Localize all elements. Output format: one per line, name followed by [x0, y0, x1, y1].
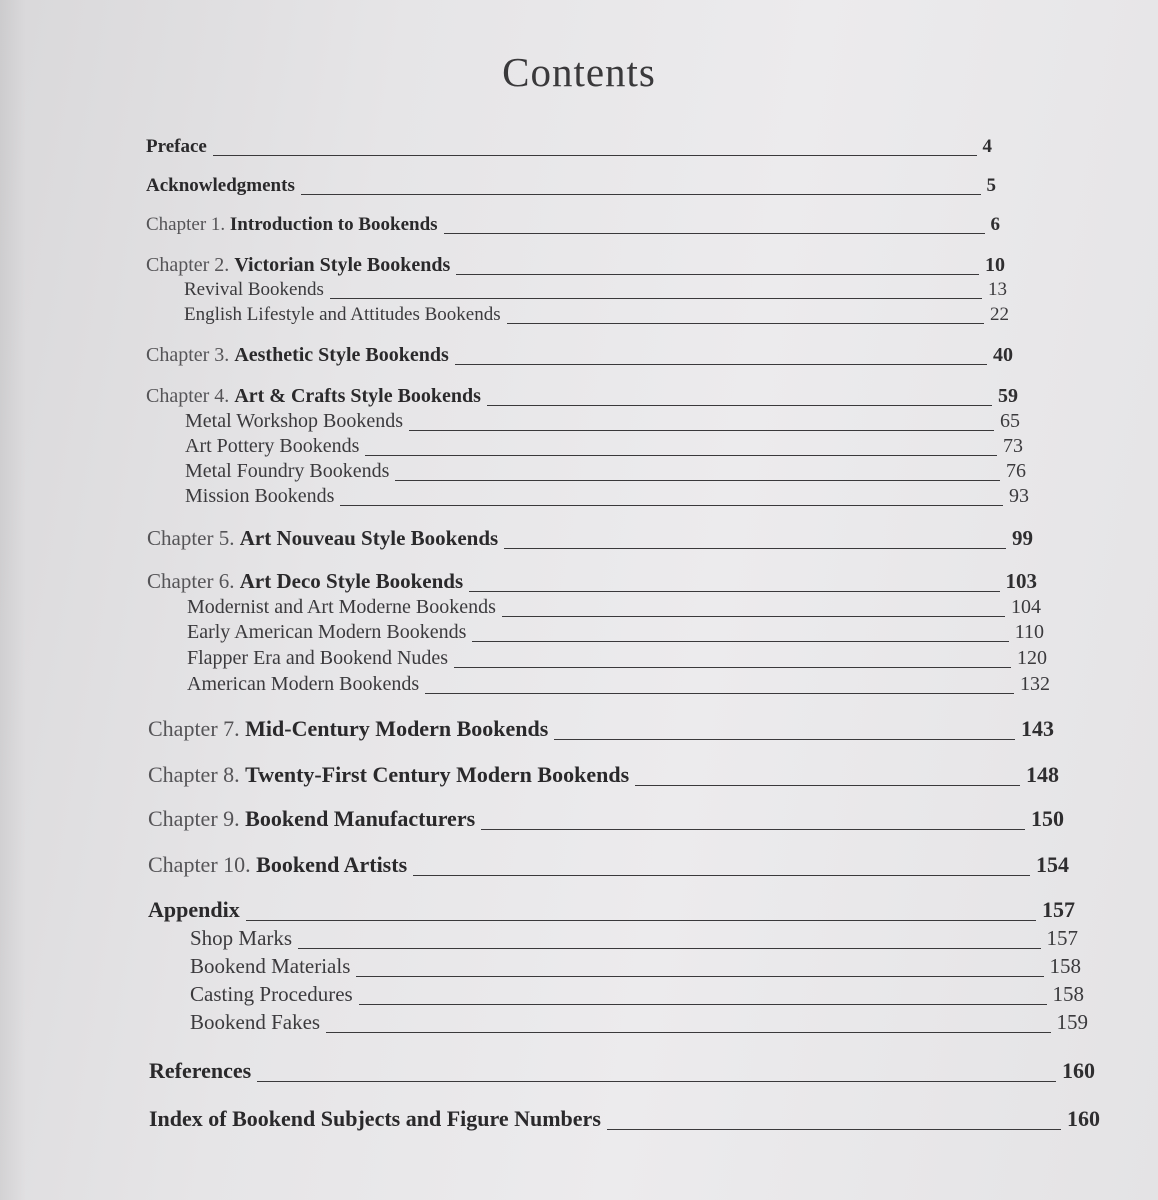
toc-entry-label	[148, 897, 240, 923]
toc-entry-label	[148, 806, 475, 832]
leader-line	[257, 1081, 1056, 1082]
toc-entry-title: Twenty-First Century Modern Bookends	[245, 762, 630, 787]
page-number: 59	[998, 385, 1018, 407]
page-number: 10	[985, 254, 1005, 276]
toc-entry-title: Shop Marks	[190, 926, 293, 950]
page-number: 40	[993, 344, 1013, 366]
toc-entry	[148, 852, 1069, 878]
toc-entry-label	[190, 1010, 320, 1035]
toc-entry	[184, 279, 1007, 301]
toc-entry-title: Flapper Era and Bookend Nudes	[187, 647, 449, 669]
chapter-number: Chapter 2.	[146, 254, 235, 276]
page-number: 158	[1049, 954, 1081, 978]
leader-line	[213, 155, 977, 156]
page-number: 132	[1020, 673, 1050, 695]
toc-entry	[146, 254, 1005, 277]
toc-entry-label	[184, 304, 501, 326]
toc-entry-label	[146, 175, 295, 197]
leader-line	[607, 1129, 1061, 1130]
toc-entry-title: Metal Foundry Bookends	[185, 460, 390, 482]
toc-entry-label	[146, 344, 449, 367]
leader-line	[554, 739, 1015, 740]
page-number: 103	[1005, 569, 1037, 593]
toc-entry-label	[187, 596, 496, 619]
toc-entry-label	[185, 460, 389, 483]
toc-entry-title: References	[149, 1058, 252, 1083]
toc-entry	[185, 410, 1020, 433]
toc-entry	[148, 716, 1054, 742]
page-number: 65	[1000, 410, 1020, 432]
toc-entry	[146, 175, 996, 197]
toc-entry-title: Preface	[146, 136, 207, 157]
toc-entry	[146, 344, 1013, 367]
chapter-number: Chapter 5.	[147, 526, 240, 550]
toc-entry	[184, 304, 1009, 326]
toc-entry	[147, 526, 1033, 551]
toc-entry-title: English Lifestyle and Attitudes Bookends	[184, 304, 501, 325]
leader-line	[487, 405, 992, 406]
page-number: 76	[1006, 460, 1026, 482]
toc-entry	[149, 1058, 1095, 1084]
toc-entry-label	[187, 647, 448, 670]
leader-line	[507, 323, 984, 324]
page-number: 4	[982, 136, 992, 157]
toc-entry-label	[190, 954, 350, 979]
toc-entry	[147, 569, 1037, 594]
page-number: 150	[1031, 806, 1064, 831]
page-number: 6	[990, 214, 1000, 235]
page-edge-shadow	[0, 0, 26, 1200]
leader-line	[301, 194, 981, 195]
page-number: 157	[1042, 897, 1075, 922]
leader-line	[481, 829, 1025, 830]
page-number: 160	[1067, 1106, 1100, 1131]
leader-line	[469, 591, 999, 592]
toc-entry-label	[147, 526, 498, 551]
page-number: 93	[1009, 485, 1029, 507]
leader-line	[502, 616, 1005, 617]
toc-entry	[148, 762, 1059, 788]
leader-line	[472, 641, 1008, 642]
page-number: 110	[1014, 621, 1044, 643]
toc-entry	[148, 806, 1064, 832]
toc-entry-label	[190, 926, 292, 951]
toc-entry-label	[146, 385, 481, 408]
toc-entry	[190, 926, 1078, 951]
leader-line	[340, 505, 1003, 506]
leader-line	[365, 455, 997, 456]
chapter-number: Chapter 8.	[148, 762, 246, 787]
page-number: 5	[986, 175, 996, 196]
leader-line	[395, 480, 1000, 481]
page-number: 120	[1017, 647, 1047, 669]
toc-entry-label	[184, 279, 324, 301]
toc-entry	[190, 1010, 1088, 1035]
leader-line	[454, 667, 1011, 668]
toc-entry-title: Introduction to Bookends	[229, 214, 438, 235]
toc-entry-label	[148, 852, 407, 878]
toc-entry-label	[190, 982, 353, 1007]
leader-line	[326, 1032, 1050, 1033]
page-number: 158	[1052, 982, 1084, 1006]
toc-entry	[146, 385, 1018, 408]
toc-entry-label	[187, 621, 466, 644]
toc-entry-title: Art & Crafts Style Bookends	[234, 385, 481, 407]
chapter-number: Chapter 10.	[148, 852, 257, 877]
toc-entry-title: American Modern Bookends	[187, 673, 420, 695]
toc-entry-label	[148, 716, 548, 742]
toc-entry	[148, 897, 1075, 923]
toc-entry-label	[147, 569, 463, 594]
page-number: 154	[1036, 852, 1069, 877]
toc-entry	[187, 673, 1050, 696]
chapter-number: Chapter 9.	[148, 806, 246, 831]
toc-entry-title: Casting Procedures	[190, 982, 353, 1006]
toc-entry-title: Art Deco Style Bookends	[239, 569, 464, 593]
page-number: 73	[1003, 435, 1023, 457]
page-number: 148	[1026, 762, 1059, 787]
toc-entry-title: Metal Workshop Bookends	[185, 410, 404, 432]
toc-entry-label	[149, 1058, 251, 1084]
toc-entry-title: Bookend Fakes	[190, 1010, 321, 1034]
chapter-number: Chapter 6.	[147, 569, 240, 593]
leader-line	[444, 233, 985, 234]
page-number: 13	[988, 279, 1007, 300]
toc-entry-title: Early American Modern Bookends	[187, 621, 467, 643]
page-number: 143	[1021, 716, 1054, 741]
toc-entry-label	[187, 673, 419, 696]
chapter-number: Chapter 4.	[146, 385, 235, 407]
toc-entry-title: Modernist and Art Moderne Bookends	[187, 596, 496, 618]
toc-entry	[190, 982, 1084, 1007]
toc-entry	[187, 647, 1047, 670]
toc-entry	[190, 954, 1081, 979]
toc-entry	[185, 485, 1029, 508]
page-number: 104	[1011, 596, 1041, 618]
toc-entry-label	[185, 435, 359, 458]
toc-entry-title: Mid-Century Modern Bookends	[245, 716, 549, 741]
leader-line	[413, 875, 1030, 876]
toc-entry-title: Index of Bookend Subjects and Figure Numbers	[149, 1106, 601, 1131]
leader-line	[359, 1004, 1047, 1005]
page-title: Contents	[502, 49, 656, 95]
leader-line	[456, 274, 979, 275]
leader-line	[246, 920, 1036, 921]
page-number: 22	[990, 304, 1009, 325]
toc-entry-title: Bookend Materials	[190, 954, 351, 978]
toc-entry-label	[146, 136, 207, 158]
toc-entry-title: Revival Bookends	[184, 279, 324, 300]
chapter-number: Chapter 7.	[148, 716, 246, 741]
page-number: 157	[1046, 926, 1078, 950]
toc-entry-title: Bookend Manufacturers	[245, 806, 476, 831]
toc-entry-title: Appendix	[148, 897, 240, 922]
chapter-number: Chapter 1.	[146, 214, 230, 235]
leader-line	[356, 976, 1043, 977]
toc-entry	[187, 621, 1044, 644]
toc-entry-label	[146, 214, 438, 236]
toc-entry	[187, 596, 1041, 619]
leader-line	[635, 785, 1020, 786]
toc-entry-title: Mission Bookends	[185, 485, 335, 507]
toc-entry	[149, 1106, 1100, 1132]
toc-entry-title: Art Pottery Bookends	[185, 435, 360, 457]
leader-line	[455, 364, 987, 365]
leader-line	[409, 430, 994, 431]
toc-entry-label	[185, 485, 334, 508]
leader-line	[425, 693, 1014, 694]
toc-entry-label	[149, 1106, 601, 1132]
toc-entry	[146, 214, 1000, 236]
toc-entry-title: Acknowledgments	[146, 175, 295, 196]
toc-entry	[185, 460, 1026, 483]
toc-entry-label	[146, 254, 450, 277]
leader-line	[504, 548, 1006, 549]
leader-line	[330, 298, 982, 299]
page-number: 160	[1062, 1058, 1095, 1083]
toc-entry-title: Bookend Artists	[256, 852, 408, 877]
page-number: 159	[1056, 1010, 1088, 1034]
toc-entry-label	[148, 762, 629, 788]
toc-entry	[146, 136, 992, 158]
toc-entry	[185, 435, 1023, 458]
toc-entry-title: Victorian Style Bookends	[234, 254, 451, 276]
chapter-number: Chapter 3.	[146, 344, 235, 366]
page-number: 99	[1012, 526, 1033, 550]
toc-entry-title: Aesthetic Style Bookends	[234, 344, 449, 366]
toc-entry-title: Art Nouveau Style Bookends	[239, 526, 499, 550]
toc-entry-label	[185, 410, 403, 433]
leader-line	[298, 948, 1040, 949]
